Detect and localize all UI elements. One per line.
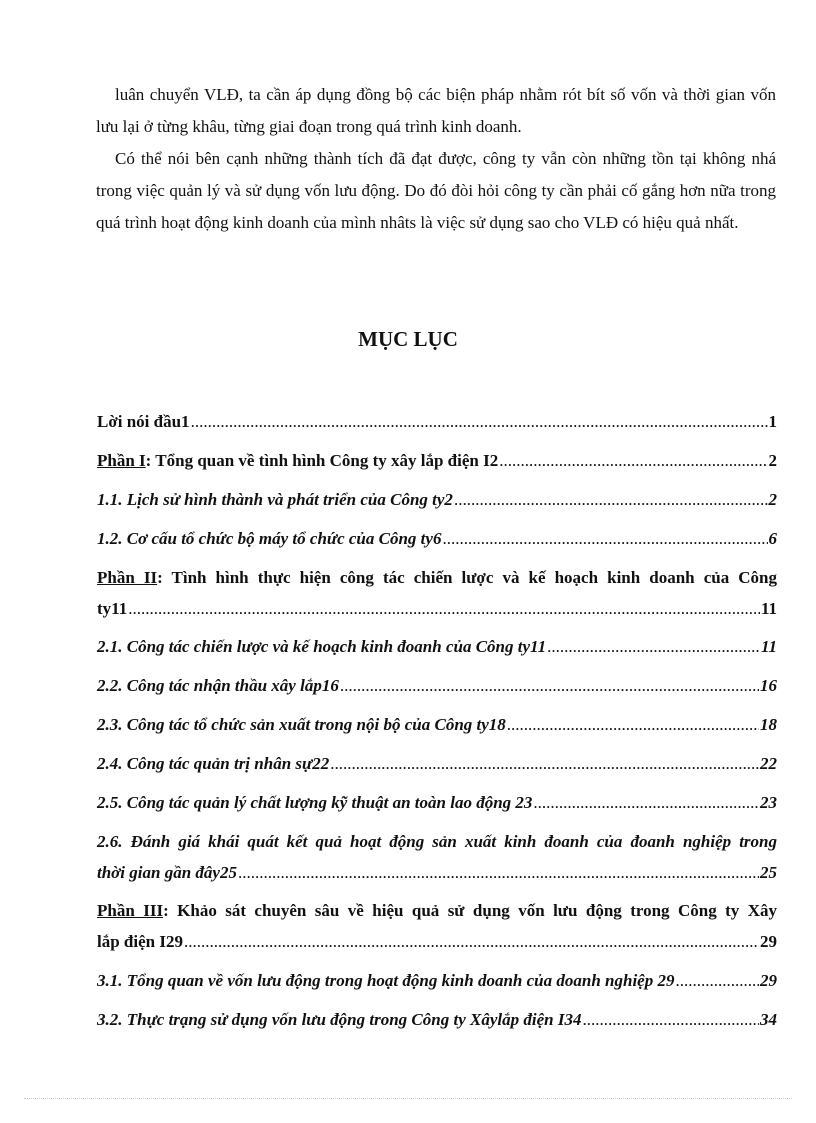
toc-entry-3-2[interactable] <box>97 1004 777 1035</box>
toc-entry-1-2[interactable] <box>97 523 777 554</box>
toc-part-label: Phần II <box>97 568 158 587</box>
toc-entry-2-5[interactable] <box>97 787 777 818</box>
toc-entry-1-1[interactable] <box>97 484 777 515</box>
toc-page-number: 23 <box>760 793 777 812</box>
toc-entry-2-1[interactable] <box>97 631 777 662</box>
toc-entry-text: 3.1. Tổng quan về vốn lưu động trong hoạt động kinh doanh của doanh nghiệp 29 <box>97 971 675 990</box>
toc-entry-text: 1.1. Lịch sử hình thành và phát triển của Công ty2 <box>97 490 453 509</box>
intro-section <box>96 79 776 239</box>
toc-part-label: Phần III <box>97 901 164 920</box>
dot-leader <box>340 670 759 701</box>
toc-entry-3-1[interactable] <box>97 965 777 996</box>
dot-leader <box>184 926 759 957</box>
toc-page-number: 16 <box>760 676 777 695</box>
intro-paragraph-2: Có thể nói bên cạnh những thành tích đã đạt được, công ty vẫn còn những tồn tại không nhá trong việc quản lý và sử dụng vốn lưu động. Do đó đòi hỏi công ty cần phải cố gắng hơn nữa trong quá trình hoạt động kinh doanh của mình nhâts là việc sử dụng sao cho VLĐ có hiệu quả nhất. <box>96 149 776 232</box>
toc-page-number: 18 <box>760 715 777 734</box>
toc-page-number: 25 <box>760 863 777 882</box>
toc-entry-text-continued: thời gian gần đây25 <box>97 863 237 882</box>
toc-entry-text: : Tổng quan về tình hình Công ty xây lắp điện I2 <box>145 451 499 470</box>
toc-page-number: 1 <box>768 412 777 431</box>
toc-entry-text: 2.1. Công tác chiến lược và kế hoạch kinh đoanh của Công ty11 <box>97 637 547 656</box>
toc-page-number: 2 <box>768 451 777 470</box>
dot-leader <box>454 484 768 515</box>
dot-leader <box>330 748 759 779</box>
dot-leader <box>499 445 767 476</box>
dot-leader <box>128 593 760 624</box>
toc-entry-text: 2.4. Công tác quản trị nhân sự22 <box>97 754 330 773</box>
toc-page-number: 11 <box>760 599 777 618</box>
dot-leader <box>582 1004 759 1035</box>
toc-entry-2-2[interactable] <box>97 670 777 701</box>
toc-entry-text: 2.6. Đánh giá khái quát kết quả hoạt động sản xuất kinh đoanh của đoanh nghiệp trong <box>97 832 777 851</box>
toc-entry-text: 2.2. Công tác nhận thầu xây lắp16 <box>97 676 339 695</box>
dot-leader <box>547 631 760 662</box>
toc-entry-phan-3[interactable] <box>97 895 777 957</box>
dot-leader <box>533 787 759 818</box>
page-footer-divider <box>24 1098 792 1099</box>
dot-leader <box>675 965 759 996</box>
toc-entry-phan-1[interactable] <box>97 445 777 476</box>
toc-entry-text-continued: lắp điện I29 <box>97 932 183 951</box>
toc-page-number: 34 <box>760 1010 777 1029</box>
toc-entry-phan-2[interactable] <box>97 562 777 624</box>
toc-page-number: 29 <box>760 932 777 951</box>
toc-entry-text: Lời nói đầu1 <box>97 412 190 431</box>
dot-leader <box>238 857 759 888</box>
intro-paragraph-1: luân chuyển VLĐ, ta cần áp dụng đồng bộ các biện pháp nhằm rót bít số vốn và thời gian vốn lưu lại ở từng khâu, từng giai đoạn trong quá trình kinh doanh. <box>96 85 776 136</box>
toc-page-number: 29 <box>760 971 777 990</box>
toc-page-number: 6 <box>768 529 777 548</box>
toc-page-number: 11 <box>760 637 777 656</box>
toc-entry-2-3[interactable] <box>97 709 777 740</box>
toc-page-number: 2 <box>768 490 777 509</box>
toc-entry-text-continued: ty11 <box>97 599 128 618</box>
toc-title: MỤC LỤC <box>358 327 458 351</box>
toc-entry-loi-noi-dau[interactable] <box>97 406 777 437</box>
toc-entry-text: 2.3. Công tác tổ chức sản xuất trong nội bộ của Công ty18 <box>97 715 506 734</box>
toc-entry-text: : Tình hình thực hiện công tác chiến lược và kế hoạch kinh doanh của Công <box>157 568 777 587</box>
toc-part-label: Phần I <box>97 451 146 470</box>
dot-leader <box>442 523 767 554</box>
toc-entry-text: 2.5. Công tác quản lý chất lượng kỹ thuật an toàn lao động 23 <box>97 793 533 812</box>
toc-entry-2-6[interactable] <box>97 826 777 888</box>
toc-page-number: 22 <box>760 754 777 773</box>
toc-entry-2-4[interactable] <box>97 748 777 779</box>
toc-entry-text: 1.2. Cơ cấu tổ chức bộ máy tổ chức của Công ty6 <box>97 529 442 548</box>
dot-leader <box>507 709 759 740</box>
toc-entry-text: 3.2. Thực trạng sử dụng vốn lưu động trong Công ty Xâylắp điện I34 <box>97 1010 582 1029</box>
dot-leader <box>191 406 768 437</box>
toc-entry-text: : Khảo sát chuyên sâu về hiệu quả sử dụng vốn lưu động trong Công ty Xây <box>163 901 777 920</box>
